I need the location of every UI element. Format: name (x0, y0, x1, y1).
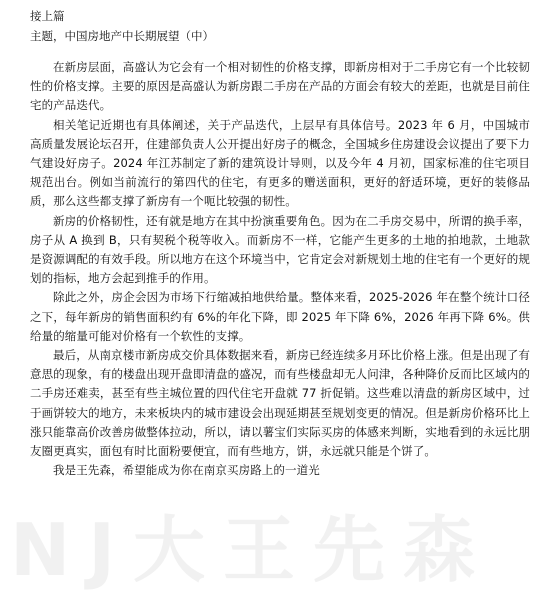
paragraph-new-home-resilience: 在新房层面，高盛认为它会有一个相对韧性的价格支撑，即新房相对于二手房它有一个比较韧性的价格支撑。主要的原因是高盛认为新房跟二手房在产品的方面会有较大的差距，也就是目前住宅的产品迭代。 (30, 60, 530, 113)
paragraph-nanjing-market: 最后，从南京楼市新房成交价具体数据来看，新房已经连续多月环比价格上涨。但是出现了有意思的现象，有的楼盘出现开盘即清盘的盛况，而有些楼盘却无人问津，各种降价反而比区域内的二手房还难卖，甚至有些主城位置的四代住宅开盘就 77 折促销。这些难以清盘的新房区域中，过于画饼较大的地方，未来板块内的城市建设会出现延期甚至规划变更的情况。但是新房价格环比上涨只能靠高价改善房做整体拉动，所以，请以薯宝们实际买房的体感来判断，实地看到的永远比朋友圈更真实，面包有时比面粉要便宜，而有些地方，饼，永远就只能是个饼了。 (30, 348, 530, 459)
continuation-label: 接上篇 (30, 9, 65, 23)
watermark-text: NJ大王先森 (10, 508, 494, 592)
paragraph-product-iteration: 相关笔记近期也有具体阐述，关于产品迭代，上层早有具体信号。2023 年 6 月，中国城市高质量发展论坛召开，住建部负责人公开提出好房子的概念，全国城乡住房建设会议提出了要下力气建设好房子。2024 年江苏制定了新的建筑设计导则，以及今年 4 月初，国家标准的住宅项目规范出台。例如当前流行的第四代的住宅，有更多的赠送面积，更好的舒适环境，更好的装修品质，那么这些都支撑了新房有一个呃比较强的韧性。 (30, 117, 530, 209)
subject-line: 主题，中国房地产中长期展望（中） (30, 29, 214, 43)
paragraph-local-government-role: 新房的价格韧性，还有就是地方在其中扮演重要角色。因为在二手房交易中，所谓的换手率，房子从 A 换到 B，只有契税个税等收入。而新房不一样，它能产生更多的土地的拍地款，土地款是资源调配的有效手段。所以地方在这个环境当中，它肯定会对新规划土地的住宅有一个更好的规划的指标，地方会起到推手的作用。 (30, 213, 530, 286)
document-body (30, 58, 530, 480)
paragraph-signoff: 我是王先森，希望能成为你在南京买房路上的一道光 (53, 463, 320, 478)
paragraph-land-supply: 除此之外，房企会因为市场下行缩减拍地供给量。整体来看，2025-2026 年在整个统计口径之下，每年新房的销售面积约有 6%的年化下降，即 2025 年下降 6%，2026 年再下降 6%。供给量的缩量可能对价格有一个软性的支撑。 (30, 290, 530, 343)
